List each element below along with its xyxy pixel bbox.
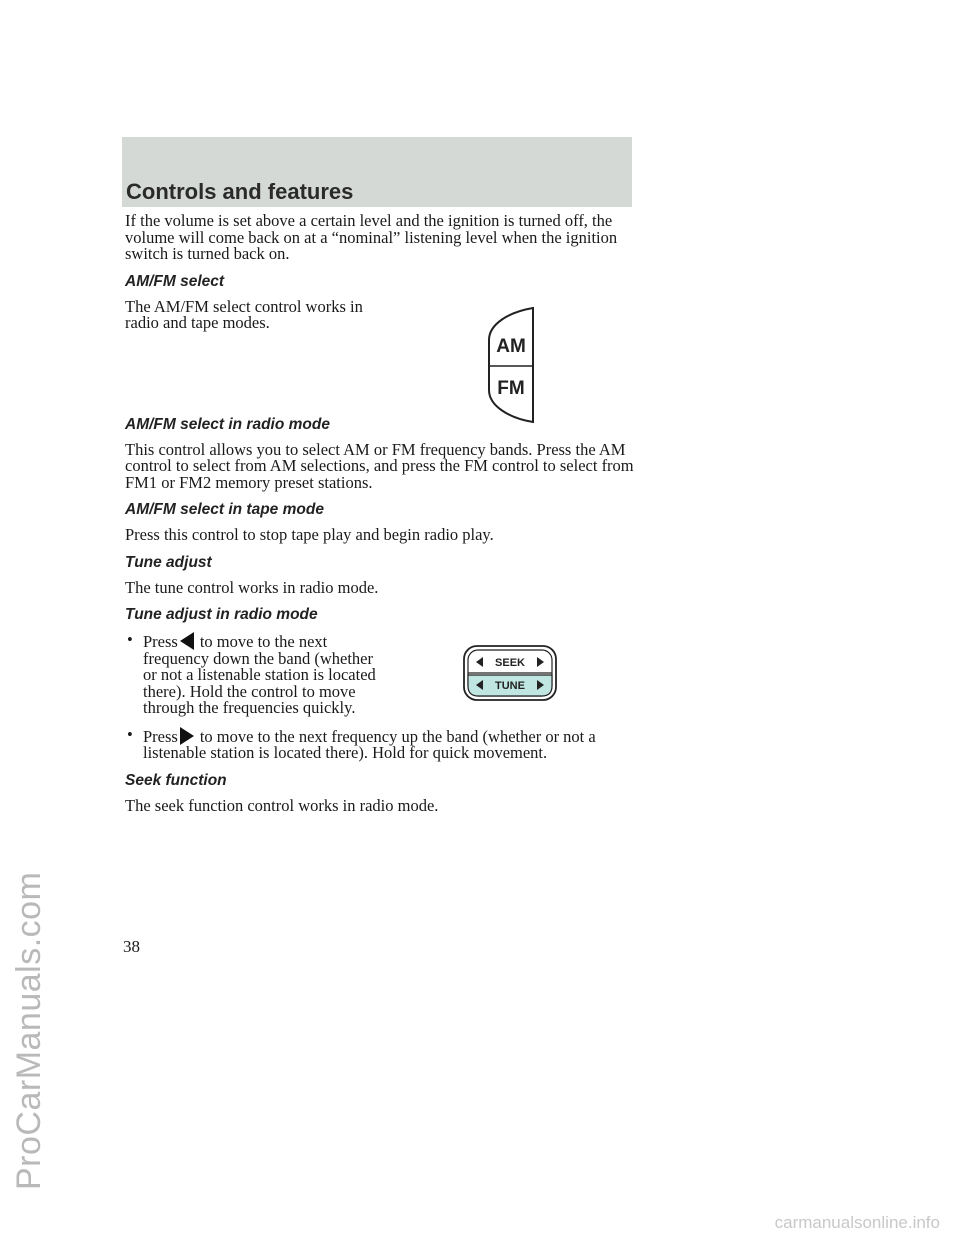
right-arrow-icon bbox=[180, 727, 194, 745]
bullet-dot: • bbox=[127, 630, 133, 649]
seek-text: The seek function control works in radio mode. bbox=[125, 795, 439, 815]
tune-radio-heading: Tune adjust in radio mode bbox=[125, 606, 318, 623]
seek-label: SEEK bbox=[495, 657, 525, 669]
bottom-watermark: carmanualsonline.info bbox=[774, 1213, 940, 1232]
bullet-tune-down-text: to move to the next frequency down the band (whether or not a listenable station is located there). Hold the control to move through the frequencies quickly. bbox=[143, 632, 376, 717]
am-fm-button-figure bbox=[485, 306, 537, 424]
tune-bullets bbox=[125, 632, 635, 762]
seek-heading: Seek function bbox=[125, 771, 227, 789]
tune-adjust-heading: Tune adjust bbox=[125, 553, 212, 571]
tune-adjust-text: The tune control works in radio mode. bbox=[125, 577, 379, 597]
left-arrow-icon bbox=[180, 632, 194, 650]
bullet-tune-up bbox=[125, 724, 635, 762]
press-word: Press bbox=[143, 726, 178, 746]
bullet-dot: • bbox=[127, 724, 133, 744]
intro-paragraph: If the volume is set above a certain level and the ignition is turned off, the volume will come back on at a “nominal” listening level when the ignition switch is turned back on. bbox=[125, 211, 618, 263]
tune-label: TUNE bbox=[495, 680, 525, 692]
bullet-tune-down bbox=[125, 632, 383, 717]
am-fm-radio-heading: AM/FM select in radio mode bbox=[125, 415, 330, 433]
am-fm-radio-text: This control allows you to select AM or FM frequency bands. Press the AM control to select from AM selections, and press the FM control to select from FM1 or FM2 memory preset stations. bbox=[125, 439, 634, 492]
page-number: 38 bbox=[123, 937, 140, 956]
am-fm-tape-text: Press this control to stop tape play and begin radio play. bbox=[125, 525, 494, 544]
bullet-tune-up-text: to move to the next frequency up the band (whether or not a listenable station is located there). Hold for quick movement. bbox=[143, 726, 596, 762]
fm-label: FM bbox=[497, 378, 525, 399]
side-watermark: ProCarManuals.com bbox=[10, 871, 48, 1190]
am-fm-tape-heading: AM/FM select in tape mode bbox=[125, 501, 324, 518]
am-label: AM bbox=[496, 336, 526, 357]
am-fm-select-text: The AM/FM select control works in radio and tape modes. bbox=[125, 296, 363, 332]
page-content bbox=[125, 213, 635, 824]
seek-tune-button-figure bbox=[462, 644, 558, 702]
section-header bbox=[122, 137, 632, 207]
press-word: Press bbox=[143, 632, 178, 651]
page-title: Controls and features bbox=[126, 179, 354, 204]
am-fm-select-heading: AM/FM select bbox=[125, 272, 225, 290]
